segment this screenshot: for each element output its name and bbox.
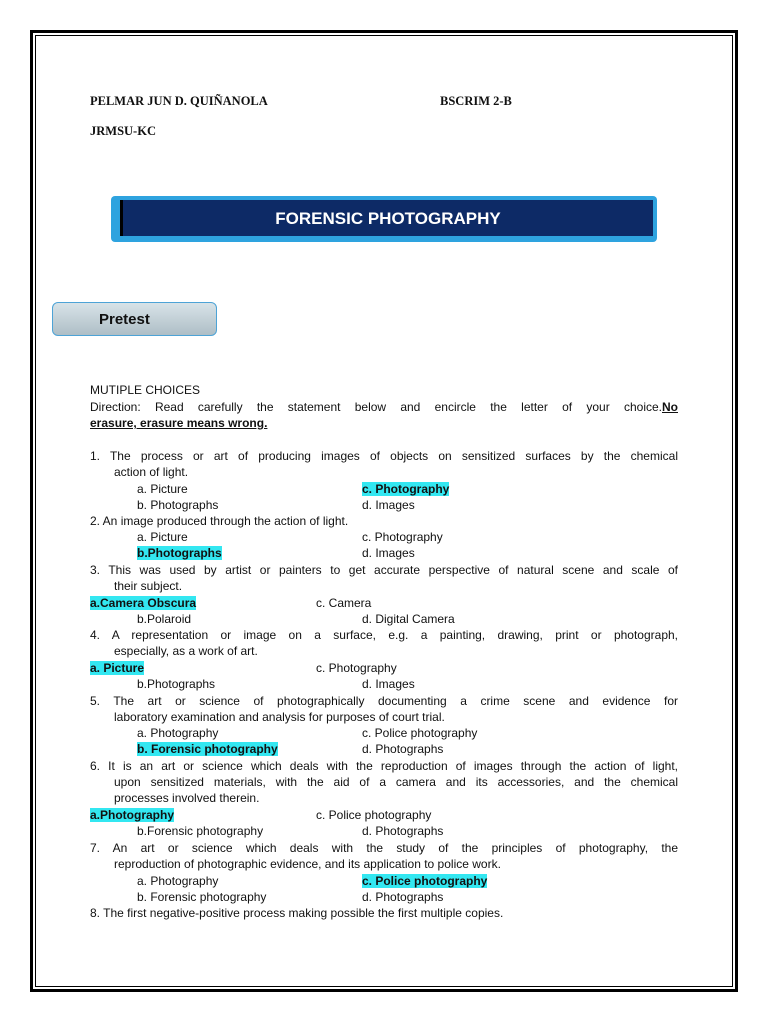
q3-option-c: c. Camera	[316, 596, 372, 610]
q7-option-d: d. Photographs	[362, 890, 444, 904]
q7-option-b: b. Forensic photography	[137, 890, 267, 904]
q5-option-b-answer: b. Forensic photography	[137, 742, 278, 756]
question-6-text-cont: upon sensitized materials, with the aid of a camera and its accessories, and the chemical	[114, 775, 678, 789]
q7-option-a: a. Photography	[137, 874, 219, 888]
question-3-text: 3. This was used by artist or painters to get accurate perspective of natural scene and scale of	[90, 563, 678, 577]
question-1-text-cont: action of light.	[114, 465, 189, 479]
q2-option-b-answer: b.Photographs	[137, 546, 222, 560]
question-5-text-cont: laboratory examination and analysis for purposes of court trial.	[114, 710, 445, 724]
q4-option-b: b.Photographs	[137, 677, 216, 691]
q6-option-c: c. Police photography	[316, 808, 432, 822]
question-7-text: 7. An art or science which deals with the study of the principles of photography, the	[90, 841, 678, 855]
q6-option-b: b.Forensic photography	[137, 824, 264, 838]
question-1-text: 1. The process or art of producing images of objects on sensitized surfaces by the chemical	[90, 449, 678, 463]
school-name: JRMSU-KC	[90, 124, 156, 138]
q5-option-c: c. Police photography	[362, 726, 478, 740]
q6-option-a-answer: a.Photography	[90, 808, 175, 822]
q4-option-a-answer: a. Picture	[90, 661, 145, 675]
q3-option-b: b.Polaroid	[137, 612, 192, 626]
question-8-text: 8. The first negative-positive process making possible the first multiple copies.	[90, 906, 504, 920]
q3-option-a-answer: a.Camera Obscura	[90, 596, 197, 610]
question-4-text-cont: especially, as a work of art.	[114, 644, 258, 658]
q1-option-d: d. Images	[362, 498, 415, 512]
title-banner: FORENSIC PHOTOGRAPHY	[120, 200, 653, 236]
question-6-text: 6. It is an art or science which deals with the reproduction of images through the action of light,	[90, 759, 678, 773]
q1-option-c-answer: c. Photography	[362, 482, 450, 496]
q5-option-d: d. Photographs	[362, 742, 444, 756]
question-4-text: 4. A representation or image on a surface, e.g. a painting, drawing, print or photograph,	[90, 628, 678, 642]
instructions-direction: Direction: Read carefully the statement below and encircle the letter of your choice.No	[90, 400, 678, 414]
q1-option-a: a. Picture	[137, 482, 188, 496]
q2-option-d: d. Images	[362, 546, 415, 560]
q1-option-b: b. Photographs	[137, 498, 219, 512]
q5-option-a: a. Photography	[137, 726, 219, 740]
student-name: PELMAR JUN D. QUIÑANOLA	[90, 94, 268, 108]
question-6-text-cont2: processes involved therein.	[114, 791, 260, 805]
q6-option-d: d. Photographs	[362, 824, 444, 838]
q4-option-d: d. Images	[362, 677, 415, 691]
instructions-warning: erasure, erasure means wrong.	[90, 416, 268, 430]
question-3-text-cont: their subject.	[114, 579, 183, 593]
q2-option-c: c. Photography	[362, 530, 443, 544]
question-2-text: 2. An image produced through the action of light.	[90, 514, 349, 528]
q2-option-a: a. Picture	[137, 530, 188, 544]
q3-option-d: d. Digital Camera	[362, 612, 455, 626]
q7-option-c-answer: c. Police photography	[362, 874, 488, 888]
course-section: BSCRIM 2-B	[440, 94, 512, 108]
question-7-text-cont: reproduction of photographic evidence, and its application to police work.	[114, 857, 501, 871]
section-label-pretest: Pretest	[52, 302, 217, 336]
q4-option-c: c. Photography	[316, 661, 397, 675]
instructions-heading: MUTIPLE CHOICES	[90, 383, 201, 397]
question-5-text: 5. The art or science of photographically documenting a crime scene and evidence for	[90, 694, 678, 708]
